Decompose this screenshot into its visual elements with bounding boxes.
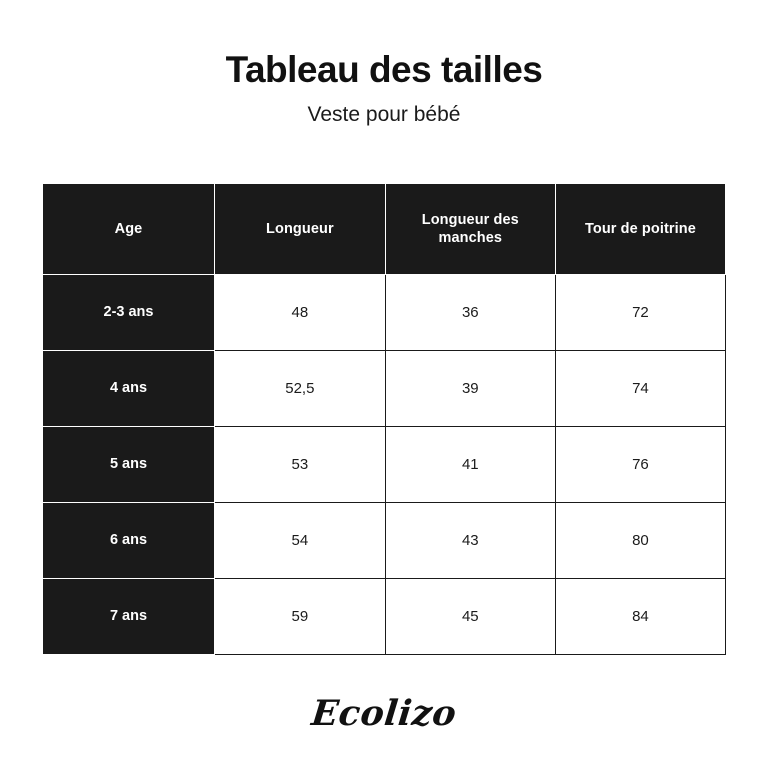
column-header-longueur: Longueur (214, 183, 385, 274)
cell-age: 2-3 ans (43, 274, 215, 350)
table-row (43, 426, 726, 502)
cell-longueur: 59 (214, 578, 385, 654)
cell-age: 7 ans (43, 578, 215, 654)
cell-manches: 39 (385, 350, 555, 426)
cell-poitrine: 84 (555, 578, 725, 654)
cell-poitrine: 72 (555, 274, 725, 350)
table-body (43, 274, 726, 654)
cell-age: 6 ans (43, 502, 215, 578)
table-header-row (43, 183, 726, 274)
column-header-age: Age (43, 183, 215, 274)
table-header (43, 183, 726, 274)
cell-poitrine: 74 (555, 350, 725, 426)
table-row (43, 274, 726, 350)
cell-longueur: 52,5 (214, 350, 385, 426)
table-row (43, 578, 726, 654)
cell-longueur: 54 (214, 502, 385, 578)
cell-poitrine: 80 (555, 502, 725, 578)
cell-manches: 45 (385, 578, 555, 654)
column-header-tour-poitrine: Tour de poitrine (555, 183, 725, 274)
cell-manches: 36 (385, 274, 555, 350)
brand-logo: Ecolizo (309, 693, 459, 734)
cell-poitrine: 76 (555, 426, 725, 502)
cell-manches: 43 (385, 502, 555, 578)
page-subtitle: Veste pour bébé (307, 102, 461, 126)
cell-age: 4 ans (43, 350, 215, 426)
column-header-longueur-manches: Longueur des manches (385, 183, 555, 274)
cell-longueur: 48 (214, 274, 385, 350)
page-title: Tableau des tailles (225, 49, 543, 90)
cell-manches: 41 (385, 426, 555, 502)
cell-age: 5 ans (43, 426, 215, 502)
cell-longueur: 53 (214, 426, 385, 502)
size-table-container (42, 183, 726, 655)
table-row (43, 502, 726, 578)
size-table (42, 183, 726, 655)
table-row (43, 350, 726, 426)
